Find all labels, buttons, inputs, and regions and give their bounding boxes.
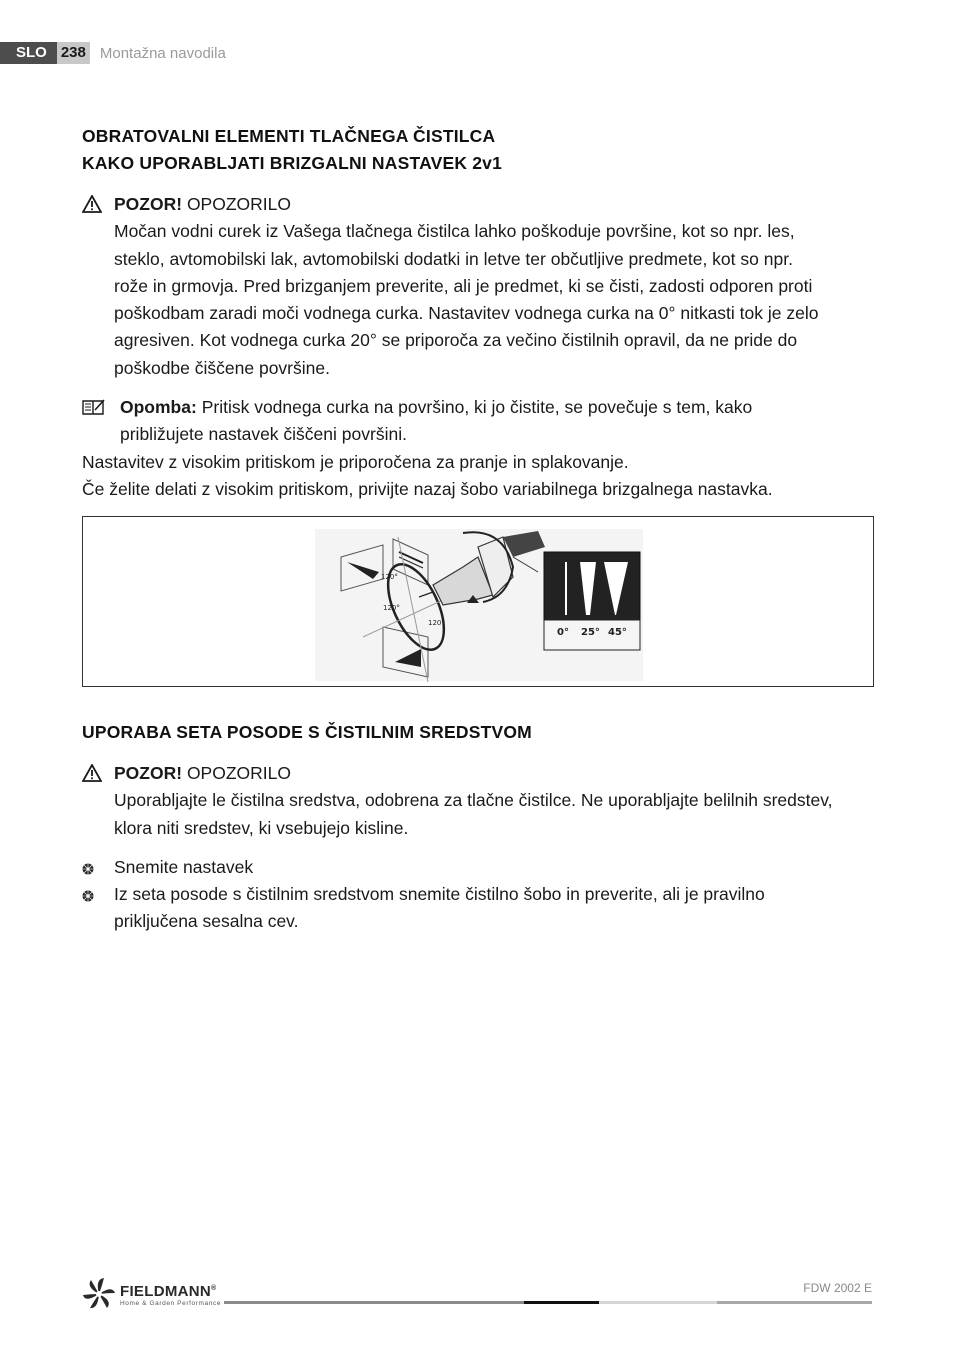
brand-tagline: Home & Garden Performance bbox=[120, 1299, 221, 1307]
fieldmann-logo bbox=[82, 1277, 221, 1311]
warning-icon bbox=[82, 191, 114, 218]
fan-logo-icon bbox=[82, 1277, 116, 1311]
footer-rule bbox=[717, 1301, 872, 1304]
paragraph: Nastavitev z visokim pritiskom je priporočena za pranje in splakovanje. bbox=[82, 451, 629, 472]
bullet-text: Snemite nastavek bbox=[114, 856, 254, 877]
bullet-text: priključena sesalna cev. bbox=[114, 911, 299, 932]
model-number: FDW 2002 E bbox=[803, 1281, 872, 1295]
fan-bullet-icon bbox=[82, 881, 114, 907]
warning-line: rože in grmovja. Pred brizganjem preverite, ali je predmet, ki se čisti, zadosti odporen proti bbox=[114, 275, 813, 296]
warning-block bbox=[82, 760, 874, 842]
warning-line: poškodbam zaradi moči vodnega curka. Nastavitev vodnega curka na 0° nitkasti tok je zelo bbox=[114, 303, 819, 324]
footer-rule bbox=[524, 1301, 599, 1304]
brand-name: FIELDMANN bbox=[120, 1282, 212, 1300]
note-block bbox=[82, 394, 874, 449]
brand-mark: ® bbox=[211, 1284, 217, 1292]
warning-label: POZOR! bbox=[114, 194, 183, 214]
list-item bbox=[82, 881, 874, 936]
section-title-1: OBRATOVALNI ELEMENTI TLAČNEGA ČISTILCA bbox=[82, 126, 496, 146]
warning-block bbox=[82, 191, 874, 382]
angle-label: 120° bbox=[383, 604, 400, 612]
page-number: 238 bbox=[57, 42, 90, 64]
warning-label: POZOR! bbox=[114, 763, 183, 783]
bullet-text: Iz seta posode s čistilnim sredstvom snemite čistilno šobo in preverite, ali je pravilno bbox=[114, 884, 765, 905]
angle-label: 120° bbox=[428, 619, 445, 627]
spray-angle-label: 25° bbox=[581, 627, 600, 638]
warning-icon bbox=[82, 760, 114, 787]
warning-line: Močan vodni curek iz Vašega tlačnega čistilca lahko poškoduje površine, kot so npr. les, bbox=[114, 221, 795, 242]
paragraph: Če želite delati z visokim pritiskom, privijte nazaj šobo variabilnega brizgalnega nastavka. bbox=[82, 478, 773, 499]
warning-line: poškodbe čiščene površine. bbox=[114, 357, 330, 378]
footer-rule bbox=[599, 1301, 717, 1304]
angle-label: 120° bbox=[381, 573, 398, 581]
spray-angle-label: 0° bbox=[557, 627, 569, 638]
figure-frame bbox=[82, 516, 874, 687]
note-book-icon bbox=[82, 394, 120, 421]
bullet-list bbox=[82, 854, 874, 936]
section-title-2: KAKO UPORABLJATI BRIZGALNI NASTAVEK 2v1 bbox=[82, 153, 503, 173]
spray-angle-label: 45° bbox=[608, 627, 627, 638]
warning-line: agresiven. Kot vodnega curka 20° se priporoča za večino čistilnih opravil, da ne pride do bbox=[114, 330, 798, 351]
section-label: Montažna navodila bbox=[99, 44, 226, 62]
fan-bullet-icon bbox=[82, 854, 114, 880]
warning-sublabel: OPOZORILO bbox=[186, 194, 291, 214]
note-text: približujete nastavek čiščeni površini. bbox=[120, 424, 407, 445]
warning-sublabel: OPOZORILO bbox=[186, 763, 291, 783]
footer-rule bbox=[224, 1301, 524, 1304]
page-header bbox=[0, 42, 226, 64]
warning-line: steklo, avtomobilski lak, avtomobilski dodatki in letve ter občutljive predmete, kot so npr. bbox=[114, 248, 793, 269]
note-label: Opomba: bbox=[120, 397, 197, 418]
nozzle-illustration bbox=[83, 517, 873, 686]
warning-line: klora niti sredstev, ki vsebujejo kisline. bbox=[114, 817, 409, 838]
section-detergent bbox=[82, 719, 874, 936]
list-item bbox=[82, 854, 874, 881]
section-controls bbox=[82, 123, 874, 503]
language-tag: SLO bbox=[0, 42, 57, 64]
warning-line: Uporabljajte le čistilna sredstva, odobrena za tlačne čistilce. Ne uporabljajte belilnih sredstev, bbox=[114, 790, 833, 811]
note-text: Pritisk vodnega curka na površino, ki jo čistite, se povečuje s tem, kako bbox=[201, 397, 753, 418]
section-title: UPORABA SETA POSODE S ČISTILNIM SREDSTVOM bbox=[82, 722, 532, 742]
